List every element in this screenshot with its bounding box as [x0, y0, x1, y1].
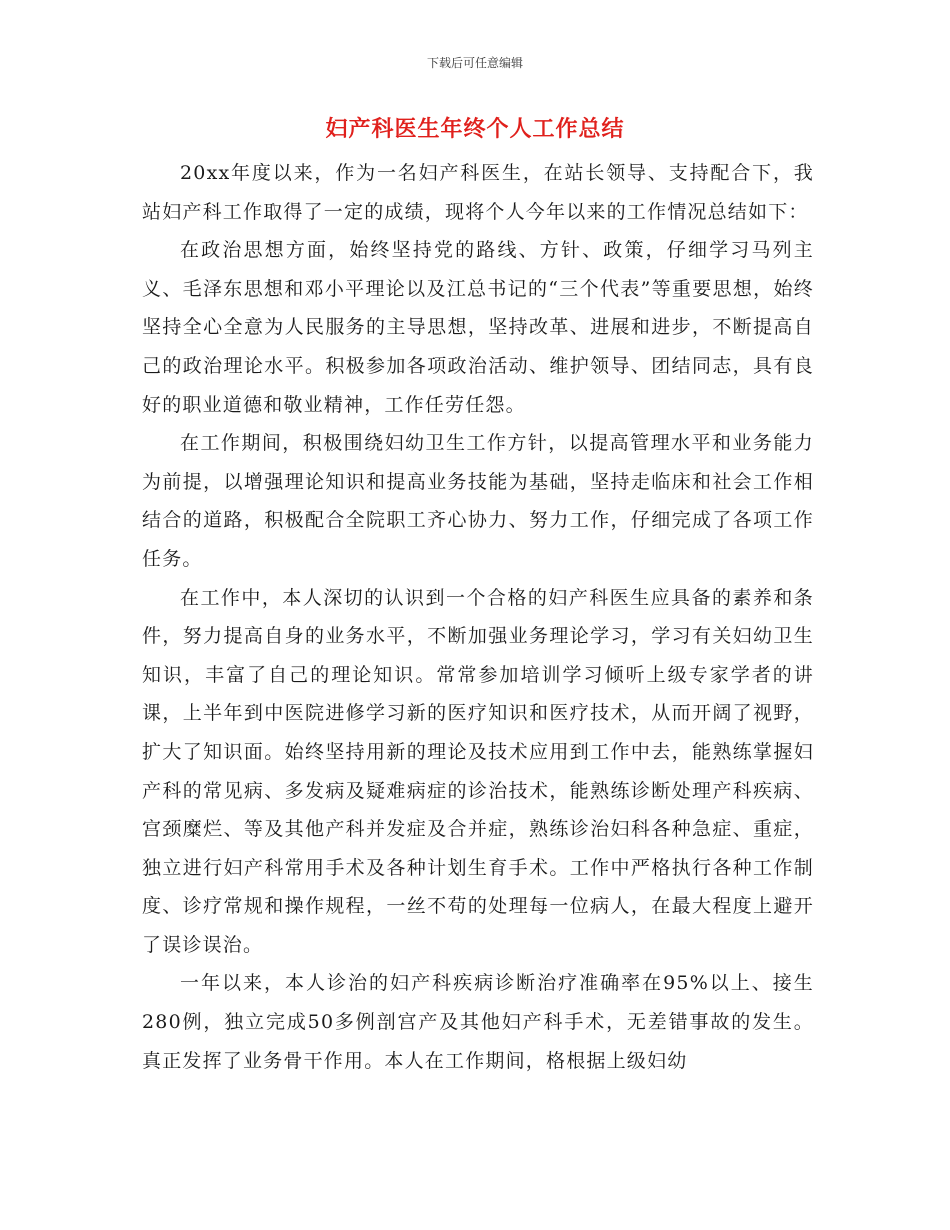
paragraph-professional: 在工作中，本人深切的认识到一个合格的妇产科医生应具备的素养和条件，努力提高自身的业务水平，不断加强业务理论学习，学习有关妇幼卫生知识，丰富了自己的理论知识。常常参加培训学习倾听上级专家学者的讲课，上半年到中医院进修学习新的医疗知识和医疗技术，从而开阔了视野，扩大了知识面。始终坚持用新的理论及技术应用到工作中去，能熟练掌握妇产科的常见病、多发病及疑难病症的诊治技术，能熟练诊断处理产科疾病、宫颈糜烂、等及其他产科并发症及合并症，熟练诊治妇科各种急症、重症，独立进行妇产科常用手术及各种计划生育手术。工作中严格执行各种工作制度、诊疗常规和操作规程，一丝不苟的处理每一位病人，在最大程度上避开了误诊误治。 [142, 586, 814, 956]
document-title: 妇产科医生年终个人工作总结 [325, 116, 625, 142]
paragraph-work-period: 在工作期间，积极围绕妇幼卫生工作方针，以提高管理水平和业务能力为前提，以增强理论知识和提高业务技能为基础，坚持走临床和社会工作相结合的道路，积极配合全院职工齐心协力、努力工作，仔细完成了各项工作任务。 [142, 432, 814, 570]
paragraph-results: 一年以来，本人诊治的妇产科疾病诊断治疗准确率在95%以上、接生280例，独立完成50多例剖宫产及其他妇产科手术，无差错事故的发生。真正发挥了业务骨干作用。本人在工作期间，格根据上级妇幼 [142, 972, 814, 1072]
paragraph-political: 在政治思想方面，始终坚持党的路线、方针、政策，仔细学习马列主义、毛泽东思想和邓小平理论以及江总书记的“三个代表”等重要思想，始终坚持全心全意为人民服务的主导思想，坚持改革、进展和进步，不断提高自己的政治理论水平。积极参加各项政治活动、维护领导、团结同志，具有良好的职业道德和敬业精神，工作任劳任怨。 [142, 239, 814, 416]
paragraph-intro: 20xx年度以来，作为一名妇产科医生，在站长领导、支持配合下，我站妇产科工作取得了一定的成绩，现将个人今年以来的工作情况总结如下： [142, 162, 814, 223]
header-note: 下载后可任意编辑 [426, 56, 523, 70]
document-body [142, 154, 814, 1080]
